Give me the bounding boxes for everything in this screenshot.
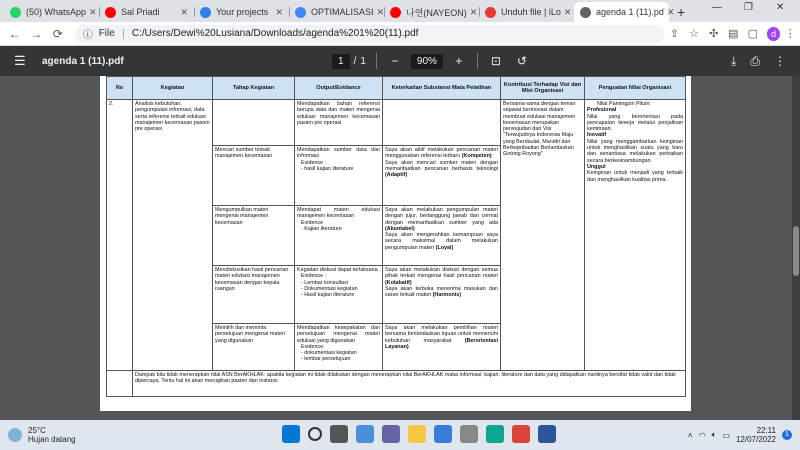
keterkaitan-sentence: Saya akan terbuka menerima masukan dan saran terkait materi <box>385 285 498 299</box>
sidepanel-icon[interactable]: ▢ <box>747 28 759 40</box>
weather-status: Hujan datang <box>28 435 76 444</box>
footer-row <box>107 371 686 397</box>
weather-icon <box>8 428 22 442</box>
tahap-cell: Mengumpulkan materi mengenai manajemen kecemasan <box>213 206 295 266</box>
address-divider <box>123 29 124 39</box>
wifi-icon[interactable]: ◠ <box>698 430 706 440</box>
row-number: 2. <box>107 100 133 371</box>
page-number-input[interactable]: 1 <box>332 54 350 69</box>
chrome-icon[interactable] <box>512 425 530 443</box>
tahap-cell: Memilih dan meminta persetujuan mengenai materi yang digunakan <box>213 324 295 371</box>
nilai-tag: (Kolabatif) <box>385 279 412 286</box>
keterkaitan-cell <box>383 324 501 371</box>
address-scheme-label: File <box>98 28 115 39</box>
column-header: Penguatan Nilai Organisasi <box>585 77 686 100</box>
info-icon: ⓘ <box>82 30 93 41</box>
heart-icon <box>485 7 496 18</box>
keterkaitan-cell <box>383 100 501 146</box>
battery-icon[interactable]: ▭ <box>722 430 730 440</box>
output-cell <box>295 266 383 324</box>
column-header: Tahap Kegiatan <box>213 77 295 100</box>
evidence-item: - Dokumentasi kegiatan <box>301 285 358 292</box>
reload-icon[interactable]: ⟳ <box>52 26 63 41</box>
close-tab-icon[interactable]: ✕ <box>275 6 283 17</box>
evidence-label: Evidence <box>301 219 324 226</box>
table-header-row <box>107 77 686 100</box>
footer-number-cell <box>107 371 133 397</box>
menu-dots-icon[interactable]: ⋮ <box>784 28 796 40</box>
print-icon[interactable]: ⎙ <box>750 53 760 68</box>
page-indicator <box>332 54 366 69</box>
keterkaitan-text <box>385 232 498 251</box>
evidence-item: - hasil kajian literature <box>301 165 354 172</box>
tahap-cell <box>213 100 295 146</box>
chevron-up-icon[interactable]: ˄ <box>687 430 693 440</box>
tab-strip <box>0 0 800 22</box>
column-header: Kegiatan <box>133 77 213 100</box>
teams-chat-icon[interactable] <box>382 425 400 443</box>
file-explorer-icon[interactable] <box>408 425 426 443</box>
agenda-table <box>106 76 686 397</box>
omnibox[interactable] <box>75 25 665 43</box>
output-cell <box>295 146 383 206</box>
output-text: Kegiatan diskusi dapat terlaksana <box>297 267 378 273</box>
evidence-item: - lembar persetujuan <box>301 356 351 363</box>
footer-note: Dampak bila tidak menerapkan nilai ASN BerAKHLAK: apabila kegiatan ini tidak dilakukan dengan menerapkan nilai BerAKHLAK maka informasi ,kajian, literature dan data yang didapatkan nantinya bersifat tidak valid dan tidak dipercaya. Tentu hal ini akan merugikan pasien dan instansi. <box>133 371 686 397</box>
tab-title: agenda 1 (11).pd <box>596 7 664 17</box>
weather-widget[interactable] <box>8 426 76 444</box>
nilai-tag: (Kompeten) <box>461 153 492 160</box>
share-icon[interactable]: ⇪ <box>669 28 680 40</box>
close-tab-icon[interactable]: ✕ <box>666 6 675 17</box>
url-text[interactable]: C:/Users/Dewi%20Lusiana/Downloads/agenda%201%20(11).pdf <box>131 28 419 39</box>
word-icon[interactable] <box>538 425 556 443</box>
close-window-icon[interactable]: ✕ <box>776 2 785 13</box>
keterkaitan-cell <box>383 146 501 206</box>
restore-icon[interactable]: ❐ <box>744 2 753 13</box>
evidence-item: - Lembar konsultasi <box>301 279 349 286</box>
clock[interactable] <box>736 426 776 444</box>
output-cell <box>295 206 383 266</box>
new-tab-button[interactable]: + <box>677 4 686 20</box>
tab-title: Your projects <box>216 7 269 17</box>
keterkaitan-text <box>385 160 498 179</box>
toolbar-divider <box>477 53 478 69</box>
system-tray <box>688 426 792 444</box>
column-header: Kontribusi Terhadap Visi dan Misi Organisasi <box>501 77 585 100</box>
browser-tab[interactable] <box>289 2 384 22</box>
nilai-text: Nilai yang menggambarkan keinginan untuk menghasilkan suatu yang baru dan senantiasa melakukan perbaikan secara berkesinambungan. <box>587 138 683 164</box>
more-options-icon[interactable]: ⋮ <box>774 53 786 68</box>
clock-time: 22:11 <box>756 426 776 435</box>
minimize-icon[interactable]: — <box>712 2 722 13</box>
scrollbar-thumb[interactable] <box>793 226 799 276</box>
output-text: Mendapat materi edukasi manajemen kecemasan <box>297 207 380 220</box>
pdf-viewer[interactable] <box>0 76 800 420</box>
close-tab-icon[interactable]: ✕ <box>563 6 572 17</box>
nilai-cell <box>585 100 686 371</box>
keterkaitan-sentence: Saya akan aktif melakukan pencarian materi menggunakan referensi terbaru <box>385 147 498 160</box>
keterkaitan-sentence: Saya akan melakukan pemilihan materi bersama berlandaskan tujuan untuk memenuhi kebutuhan masyarakat <box>385 325 498 344</box>
output-text: Mendapatkan sumber data dan informasi <box>297 147 380 160</box>
globe-icon <box>580 7 591 18</box>
zoom-in-button[interactable]: + <box>455 54 463 68</box>
browser-tab[interactable] <box>574 2 675 22</box>
address-bar <box>0 22 800 46</box>
keterkaitan-text <box>385 325 498 350</box>
output-cell <box>295 100 383 146</box>
zoom-level-input[interactable]: 90% <box>411 54 443 69</box>
keterkaitan-text <box>385 286 498 299</box>
back-icon[interactable]: ← <box>8 26 21 41</box>
nilai-text: Nilai Pamingpin Pituin: <box>597 101 651 107</box>
tahap-cell: Mencari sumber terkait manajemen kecemasan <box>213 146 295 206</box>
youtube-icon <box>390 7 401 18</box>
nilai-tag: (Akuntabel) <box>385 225 415 232</box>
kontribusi-cell: Bersama-sama dengan teman sejawat berinovasi dalam membuat edukasi manajemen kecemasan merupakan perwujudan dari Visi "Terwujudnya Indonesia Maju yang Berdaulat, Mandiri dan Berkepribadian Berlandaskan Gotong Royong" <box>501 100 585 371</box>
nilai-title: Profesional <box>587 107 617 114</box>
zoom-controls <box>387 54 467 69</box>
extensions-icon[interactable]: ✣ <box>709 28 719 40</box>
pdf-toolbar <box>0 46 800 76</box>
keterkaitan-text <box>385 267 498 286</box>
tab-title: (50) WhatsApp <box>26 7 87 17</box>
tab-title: 나연(NAYEON) <box>406 7 467 18</box>
page-separator: / <box>353 55 357 67</box>
nilai-tag: (Adaptif) <box>385 172 408 179</box>
keterkaitan-sentence: Saya akan melakukan diskusi dengan semua pihak terkait mengenai hasil pencarian materi <box>385 267 498 280</box>
scrollbar[interactable] <box>792 76 800 420</box>
temperature: 25°C <box>28 426 46 435</box>
task-view-icon[interactable] <box>330 425 348 443</box>
nilai-text: Nilai yang berorientasi pada pencapaian kinerja melalui penjalinan kemitraan. <box>587 113 683 133</box>
close-tab-icon[interactable]: ✕ <box>376 6 385 17</box>
tahap-cell: Mendiskusikan hasil pencarian materi edukasi manajemen kecemasan dengan kepala ruangan <box>213 266 295 324</box>
widgets-icon[interactable] <box>356 425 374 443</box>
keterkaitan-sentence: Saya akan melakukan pengumpulan materi dengan jujur, bertanggung jawab dan cermat dengan memanfaatkan sumber yang ada <box>385 207 498 226</box>
nilai-title: Unggul <box>587 163 606 170</box>
store-icon[interactable] <box>434 425 452 443</box>
hamburger-menu-icon[interactable]: ☰ <box>14 53 26 68</box>
forward-icon[interactable]: → <box>30 26 43 41</box>
tab-title: OPTIMALISASI <box>311 7 374 17</box>
close-tab-icon[interactable]: ✕ <box>89 6 97 17</box>
download-icon[interactable]: ⤓ <box>731 53 737 68</box>
project-icon <box>200 7 211 18</box>
evidence-item: - dokumentasi kegiatan <box>301 350 357 357</box>
keterkaitan-text <box>385 207 498 232</box>
fit-page-icon[interactable]: ⊡ <box>490 54 501 68</box>
keterkaitan-text <box>385 147 498 160</box>
docs-icon <box>295 7 306 18</box>
browser-tab[interactable] <box>4 2 99 22</box>
rotate-icon[interactable]: ↺ <box>516 54 527 68</box>
browser-tab[interactable] <box>194 2 289 22</box>
page-total: 1 <box>360 55 366 67</box>
browser-tab[interactable] <box>479 2 574 22</box>
tab-title: Sal Priadi <box>121 7 160 17</box>
column-header: No <box>107 77 133 100</box>
evidence-item: - Kajian literature <box>301 225 342 232</box>
whatsapp-icon <box>10 7 21 18</box>
kegiatan-cell: Analisis kebutuhan, pengumpulan informasi, data serta referensi terkait edukasi manajemen kecemasan pasien pre operasi <box>133 100 213 371</box>
windows-taskbar <box>0 420 800 450</box>
search-icon[interactable] <box>308 427 322 441</box>
youtube-icon <box>105 7 116 18</box>
close-tab-icon[interactable]: ✕ <box>180 6 188 17</box>
output-text: Mendapatkan bahan referensi berupa data dan materi mengenai edukasi manajemen kecemasan pasien pre operasi <box>297 101 380 126</box>
clock-date: 12/07/2022 <box>735 435 776 444</box>
browser-tab[interactable] <box>384 2 479 22</box>
windows-start-icon[interactable] <box>282 425 300 443</box>
keterkaitan-sentence: Saya akan mencari sumber materi dengan memanfaatkan pencarian berbasis teknologi <box>385 159 498 172</box>
nilai-tag: (Berorientasi Layanan) <box>385 337 498 350</box>
pdf-page <box>100 76 691 411</box>
output-text: Mendapatkan kesepakatan dan persetujuan mengenai materi edukasi yang digunakan <box>297 325 380 344</box>
toolbar-divider <box>376 53 377 69</box>
pdf-title: agenda 1 (11).pdf <box>42 55 124 67</box>
keterkaitan-sentence: Saya akan mengerahkan kemampuan saya secara maksimal dalam melakukan pengumpulan materi <box>385 232 498 251</box>
taskbar-apps <box>282 425 556 443</box>
edge-icon[interactable] <box>486 425 504 443</box>
browser-tab[interactable] <box>99 2 194 22</box>
reading-list-icon[interactable]: ▤ <box>728 28 739 40</box>
evidence-item: - Hasil kajian literature <box>301 292 355 299</box>
evidence-label: Evidence : <box>301 159 327 166</box>
tab-title: Unduh file | iLo <box>501 7 561 17</box>
evidence-label: Evidence: <box>301 343 325 350</box>
keterkaitan-cell <box>383 266 501 324</box>
camera-icon[interactable] <box>460 425 478 443</box>
zoom-out-button[interactable]: − <box>391 54 399 68</box>
notification-badge[interactable]: 1 <box>782 430 792 440</box>
nilai-tag: (Harmonis) <box>432 292 462 299</box>
column-header: Output/Evidance <box>295 77 383 100</box>
nilai-text: Keinginan untuk menjadi yang terbaik dan menghasilkan kualitas prima. <box>587 170 683 183</box>
keterkaitan-cell <box>383 206 501 266</box>
nilai-tag: (Loyal) <box>435 244 454 251</box>
close-tab-icon[interactable]: ✕ <box>469 6 478 17</box>
output-cell <box>295 324 383 371</box>
nilai-title: Inovatif <box>587 132 607 139</box>
column-header: Keterkaitan Substansi Mata Pelatihan <box>383 77 501 100</box>
bookmark-star-icon[interactable]: ☆ <box>689 28 700 40</box>
profile-avatar[interactable]: d <box>767 27 781 41</box>
volume-icon[interactable]: 🔈︎ <box>711 430 717 439</box>
table-row <box>107 100 686 146</box>
evidence-label: Evidence : <box>301 273 327 280</box>
